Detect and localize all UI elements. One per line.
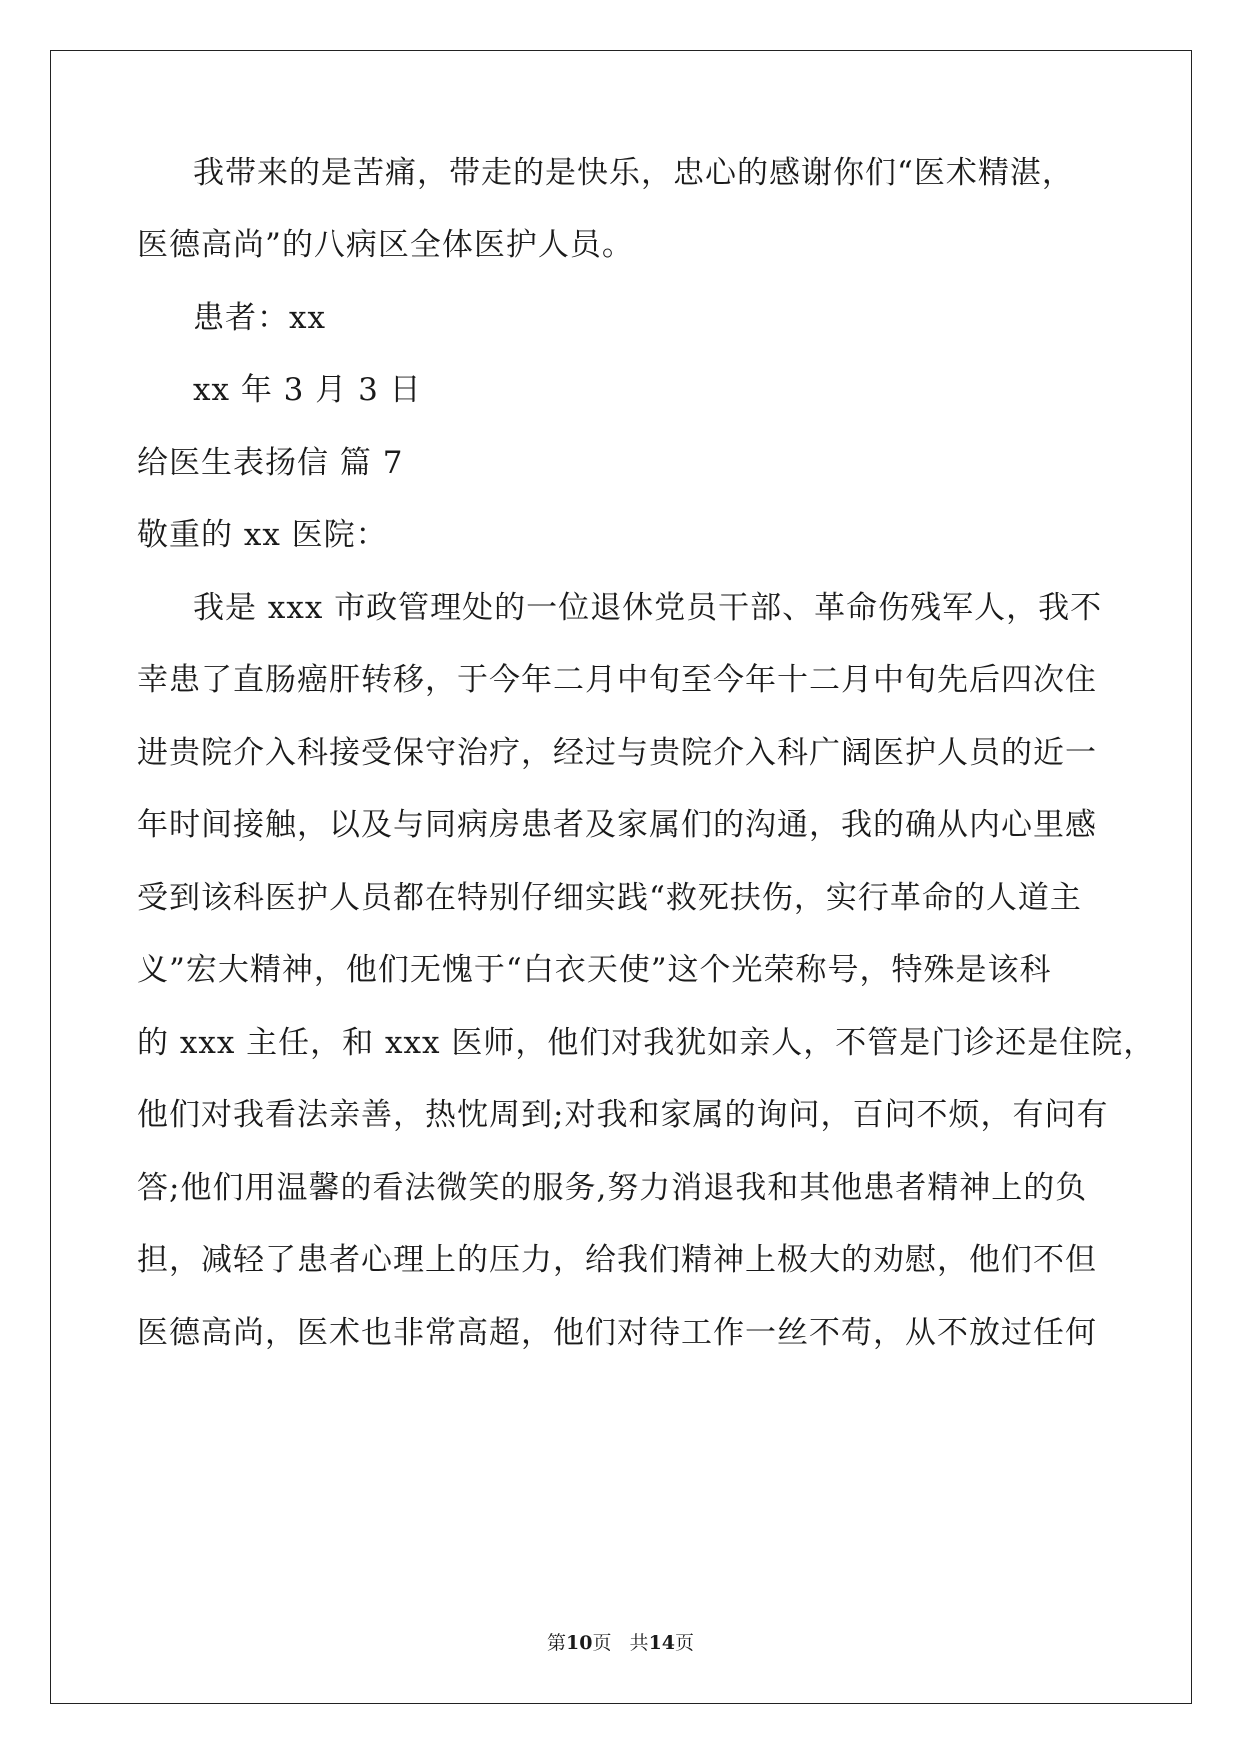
text-line: 我带来的是苦痛，带走的是快乐，忠心的感谢你们“医术精湛， [193,155,1074,191]
text-line: 他们对我看法亲善，热忱周到;对我和家属的询问，百问不烦，有问有 [137,1097,1109,1133]
text-line: xx 年 3 月 3 日 [193,372,422,408]
text-line: 担，减轻了患者心理上的压力，给我们精神上极大的劝慰，他们不但 [137,1242,1097,1278]
text-line: 医德高尚，医术也非常高超，他们对待工作一丝不苟，从不放过任何 [137,1315,1097,1351]
text-line: 医德高尚”的八病区全体医护人员。 [137,227,634,263]
text-line: 幸患了直肠癌肝转移，于今年二月中旬至今年十二月中旬先后四次住 [137,662,1097,698]
text-line: 进贵院介入科接受保守治疗，经过与贵院介入科广阔医护人员的近一 [137,735,1097,771]
footer-mid: 页 共 [592,1632,649,1654]
text-line: 义”宏大精神，他们无愧于“白衣天使”这个光荣称号，特殊是该科 [137,952,1052,988]
text-line: 受到该科医护人员都在特别仔细实践“救死扶伤，实行革命的人道主 [137,880,1082,916]
salutation: 敬重的 xx 医院： [137,517,388,553]
footer-page-number: 10 [565,1632,593,1654]
text-line: 年时间接触，以及与同病房患者及家属们的沟通，我的确从内心里感 [137,807,1097,843]
page-footer [0,1628,1241,1655]
footer-suffix: 页 [675,1632,695,1654]
text-line: 患者：xx [193,300,326,336]
text-line: 我是 xxx 市政管理处的一位退休党员干部、革命伤残军人，我不 [193,590,1103,626]
section-heading: 给医生表扬信 篇 7 [137,445,404,481]
footer-total-pages: 14 [648,1632,676,1654]
text-line: 答;他们用温馨的看法微笑的服务,努力消退我和其他患者精神上的负 [137,1170,1088,1206]
text-line: 的 xxx 主任，和 xxx 医师，他们对我犹如亲人，不管是门诊还是住院， [137,1025,1156,1061]
footer-prefix: 第 [546,1632,566,1654]
